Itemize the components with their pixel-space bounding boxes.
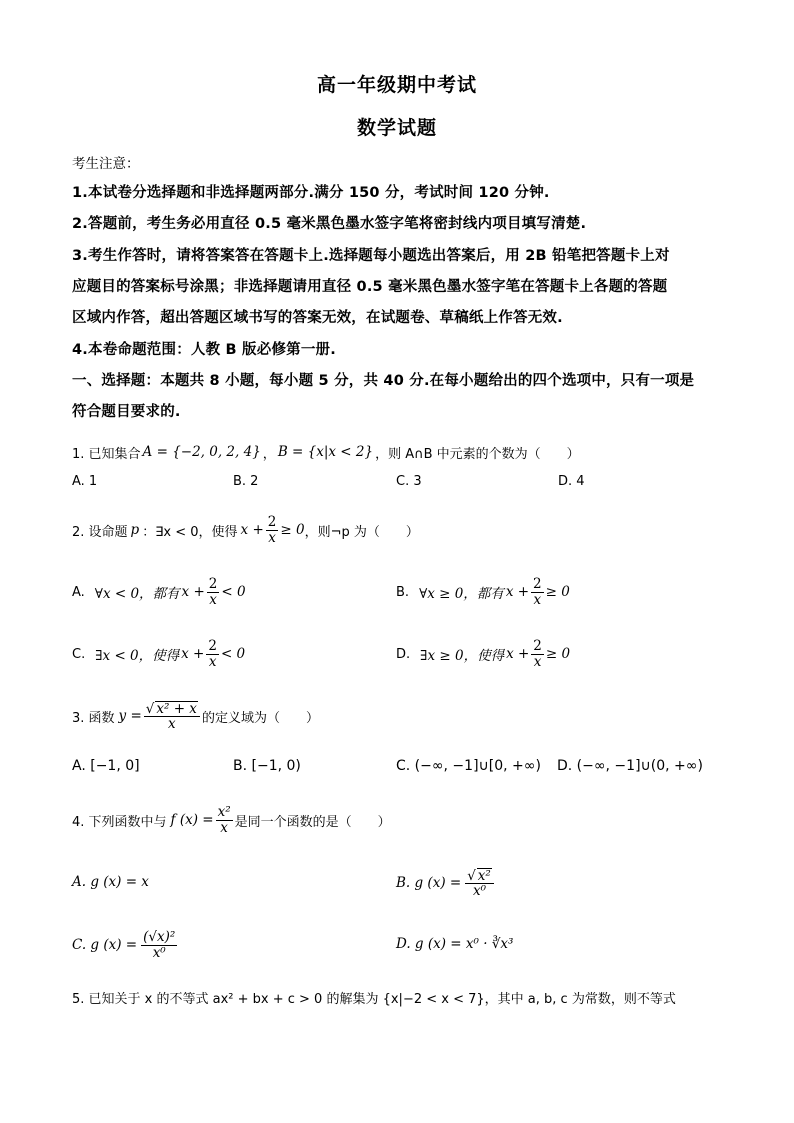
q4-opt-b-fraction [465,868,494,898]
q1-option-b: B. 2 [233,474,259,489]
q2-opt-b-label: B. [396,584,410,600]
q4-opt-b-label: B. g (x) = [396,875,462,891]
q1-set-a: A = {−2, 0, 2, 4} [142,444,261,460]
q2-opt-a-post: < 0 [221,584,246,600]
q2-x-plus: x + [240,522,264,538]
q2-frac-num: 2 [267,514,277,531]
q2-colon: ：∃x < 0，使得 [142,524,238,540]
q1-option-d: D. 4 [558,474,585,489]
question-3 [72,694,319,738]
notes-heading: 考生注意： [72,156,140,172]
q2-opt-a-label: A. [72,584,85,600]
q3-radicand: x² + x [156,700,197,717]
q2-ge0: ≥ 0 [280,522,305,538]
q3-option-a: A. [−1, 0] [72,758,140,774]
q4-opt-b-num: √ x² [465,868,494,884]
page-title: 高一年级期中考试 [316,74,477,96]
q2-opt-a-pre: ∀x < 0，都有 [94,586,180,602]
q4-fx: f (x) = [170,812,214,828]
q2-p: p [130,522,140,538]
q2-fraction [266,515,279,544]
q4-option-a [72,874,149,890]
q4-number: 4. 下列函数中与 [72,814,167,830]
q4-frac-den: x [220,819,228,836]
q3-number: 3. 函数 [72,710,115,726]
note-line-4: 4.本卷命题范围：人教 B 版必修第一册. [72,342,336,358]
note-line-3b: 应题目的答案标号涂黑；非选择题请用直径 0.5 毫米黑色墨水签字笔在答题卡上各题的答题 [72,279,668,295]
q2-option-b: B. ∀x ≥ 0，都有 x + $\frac{2}{x}$ ≥ 0 [396,576,570,608]
q1-number: 1. 已知集合 [72,446,141,462]
question-2 [72,510,419,550]
q4-option-b [396,862,496,904]
q1-set-b: B = {x|x < 2} [277,444,374,460]
q3-tail: 的定义域为（ ） [201,710,319,726]
q4-opt-b-den: x⁰ [472,883,487,899]
question-5: 5. 已知关于 x 的不等式 ax² + bx + c > 0 的解集为 {x|−2 < x < 7}，其中 a, b, c 为常数，则不等式 [72,992,676,1007]
q4-opt-c-fraction [141,930,177,959]
q2-option-a: A. ∀x < 0，都有 x + $\frac{2}{x}$ < 0 [72,576,246,608]
q4-opt-c-label: C. g (x) = [72,937,138,953]
q4-frac-num: x² [217,804,231,821]
q3-y-eq: y = [118,708,142,724]
section-heading: 一、选择题：本题共 8 小题，每小题 5 分，共 40 分.在每小题给出的四个选项中，只有一项是 [72,373,695,389]
q2-opt-c-post: < 0 [220,646,246,662]
q4-option-d [396,936,513,952]
q4-opt-a-text: A. g (x) = x [72,874,149,890]
q2-opt-c-pre: ∃x < 0，使得 [95,648,180,664]
question-1 [72,440,580,464]
note-line-1: 1.本试卷分选择题和非选择题两部分.满分 150 分，考试时间 120 分钟. [72,185,550,201]
section-heading-cont: 符合题目要求的. [72,404,181,420]
q1-tail: ，则 A∩B 中元素的个数为（ ） [375,446,580,462]
q2-number: 2. 设命题 [72,524,128,540]
q2-opt-d-pre: ∃x ≥ 0，使得 [420,648,505,664]
q2-option-c: C. ∃x < 0，使得 x + $\frac{2}{x}$ < 0 [72,638,246,670]
q3-option-b: B. [−1, 0) [233,758,301,774]
q3-option-d: D. (−∞, −1]∪(0, +∞) [557,758,703,774]
page-subtitle: 数学试题 [356,117,437,139]
q2-opt-c-label: C. [72,646,86,662]
note-line-3c: 区域内作答，超出答题区域书写的答案无效，在试题卷、草稿纸上作答无效. [72,310,563,326]
q2-frac-den: x [268,529,276,546]
q1-option-a: A. 1 [72,474,98,489]
note-line-3a: 3.考生作答时，请将答案答在答题卡上.选择题每小题选出答案后，用 2B 铅笔把答题卡上对 [72,248,670,264]
q4-opt-c-num: (√x)² [143,929,176,946]
q3-option-c: C. (−∞, −1]∪[0, +∞) [396,758,541,774]
q3-frac-den: x [168,716,176,732]
q3-fraction [144,701,200,731]
q2-opt-b-pre: ∀x ≥ 0，都有 [419,586,504,602]
q2-option-d: D. ∃x ≥ 0，使得 x + $\frac{2}{x}$ ≥ 0 [396,638,571,670]
q4-opt-b-radicand: x² [477,867,491,884]
q4-opt-d-text: D. g (x) = x⁰ · ∛x³ [396,936,514,952]
q1-comma: ， [262,446,276,462]
q2-opt-d-post: ≥ 0 [545,646,571,662]
q4-option-c [72,924,179,966]
q4-opt-c-den: x⁰ [152,944,166,961]
question-4 [72,800,391,840]
q2-opt-b-post: ≥ 0 [545,584,570,600]
q4-fraction [216,805,233,834]
q1-option-c: C. 3 [396,474,422,489]
q2-tail: ，则¬p 为（ ） [304,524,419,540]
q4-tail: 是同一个函数的是（ ） [234,814,391,830]
note-line-2: 2.答题前，考生务必用直径 0.5 毫米黑色墨水签字笔将密封线内项目填写清楚. [72,216,587,232]
q2-opt-d-label: D. [396,646,411,662]
q3-frac-num: √ x² + x [144,701,200,717]
